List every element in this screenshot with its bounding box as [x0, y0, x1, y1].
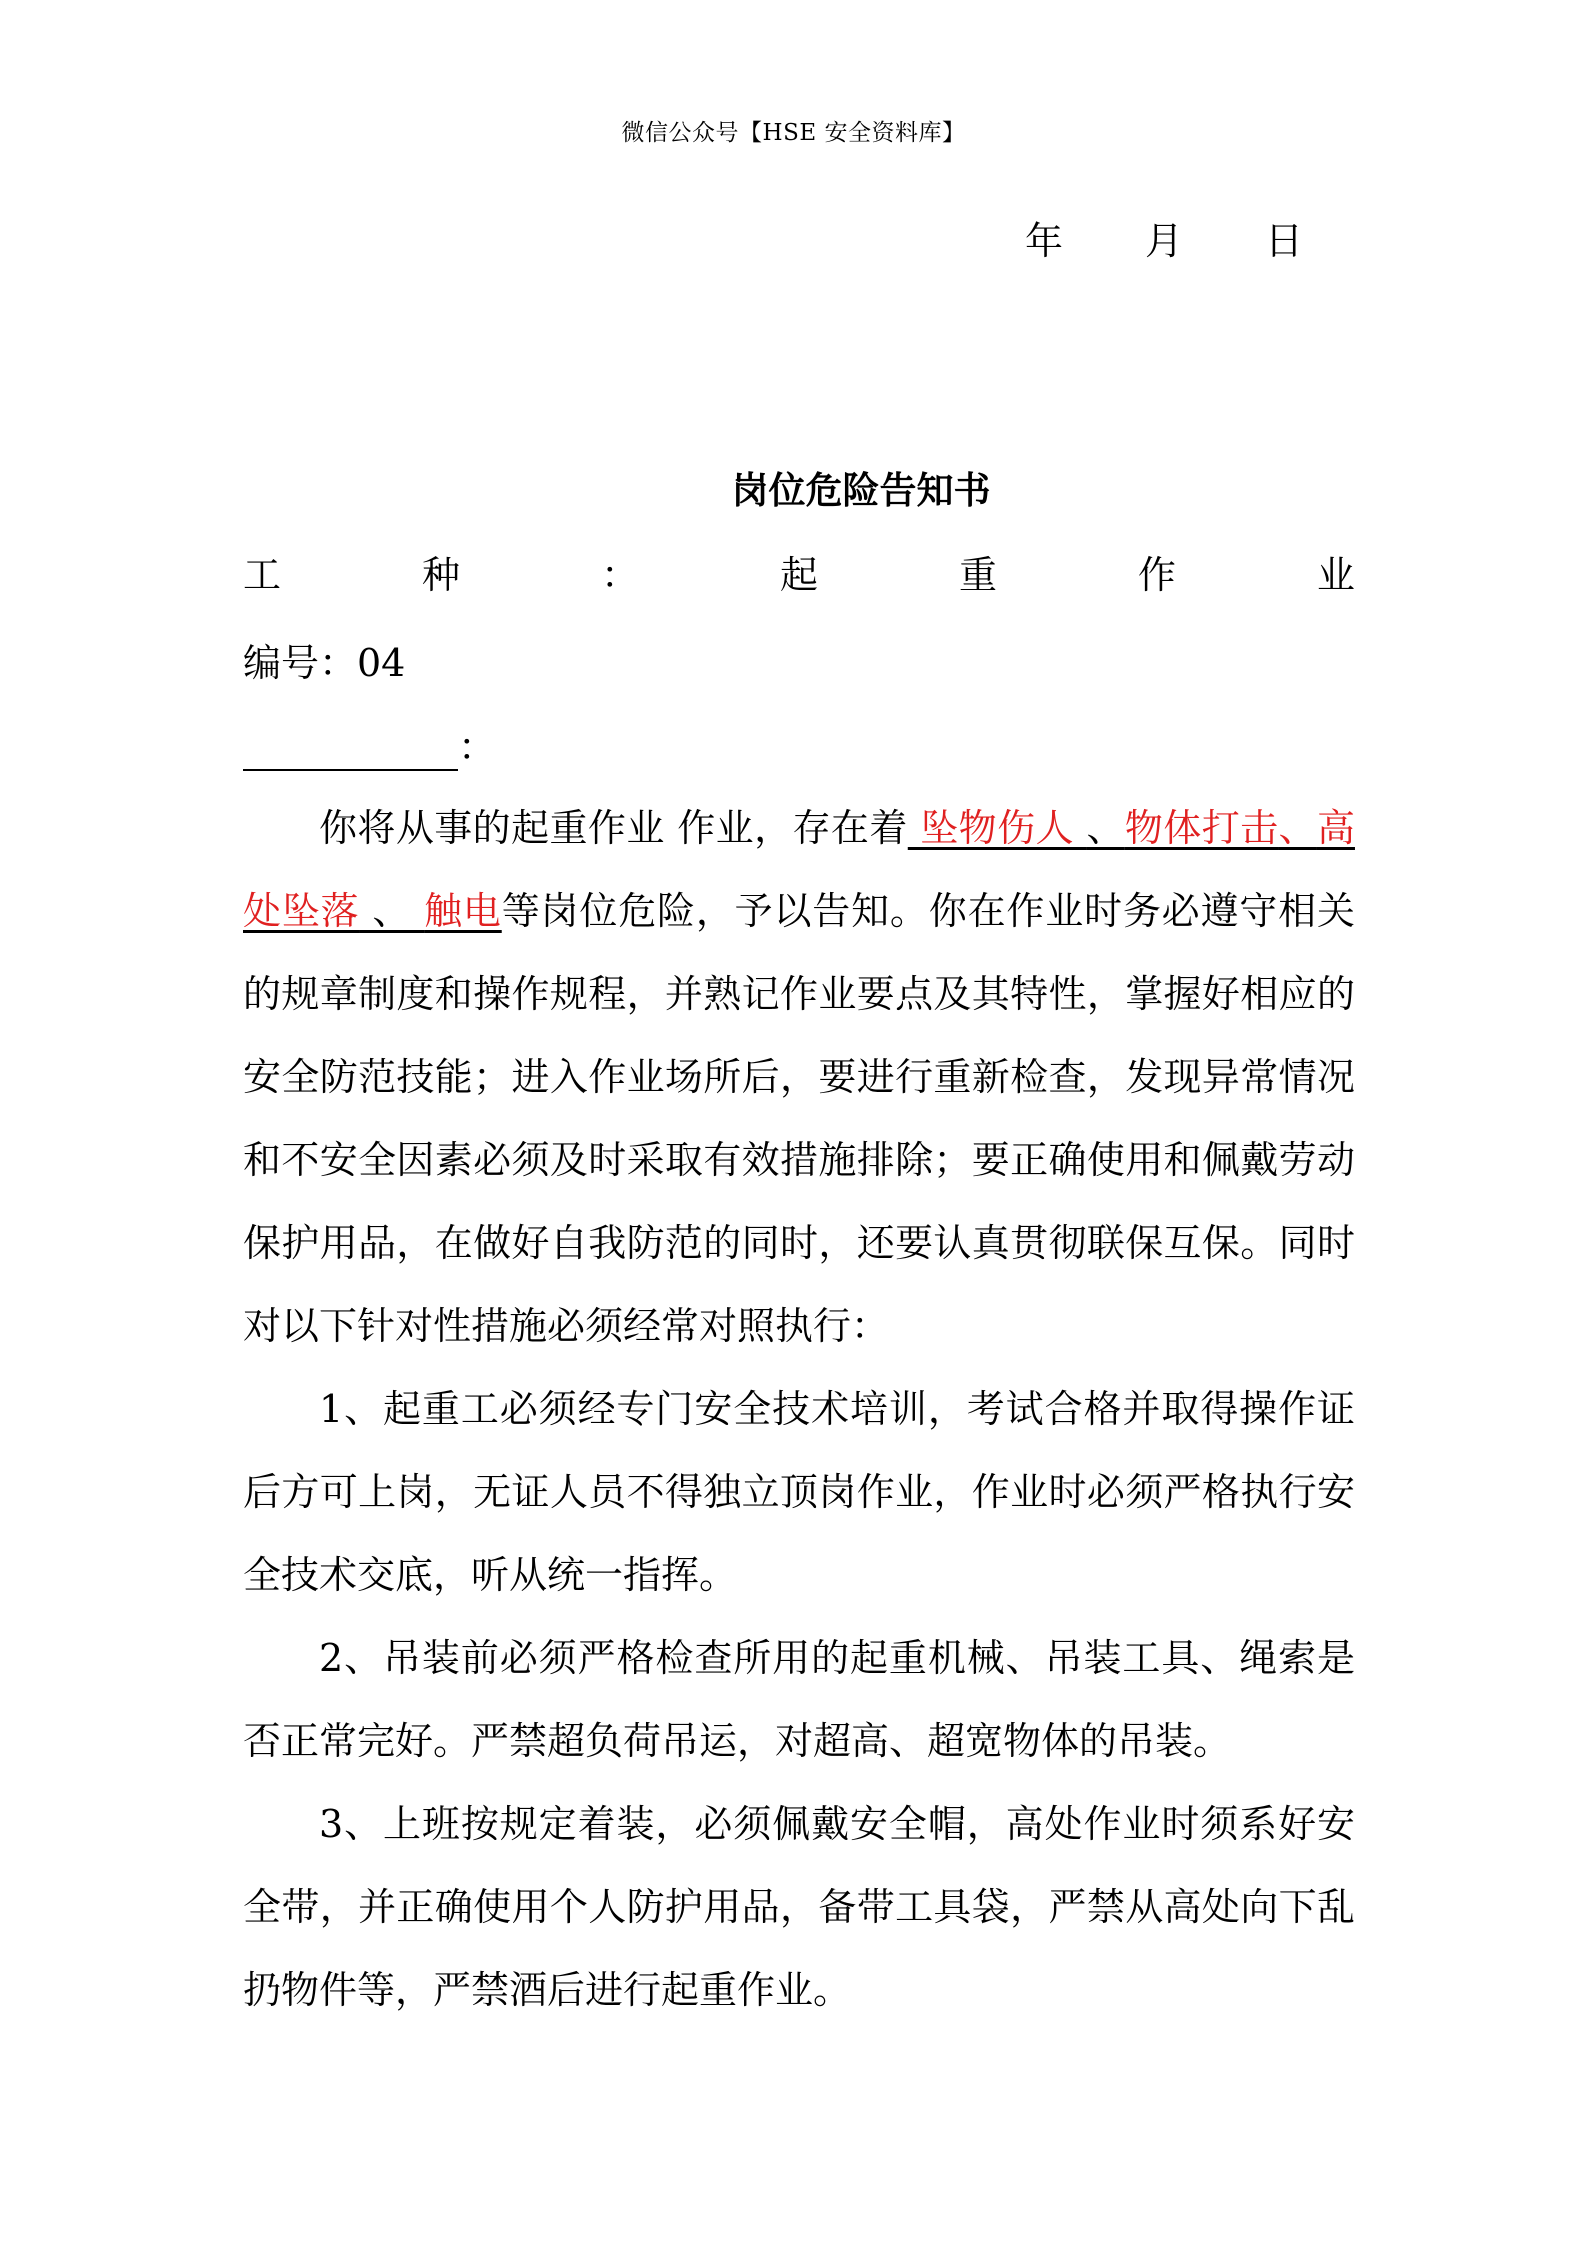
recipient-blank-colon: ：: [458, 725, 497, 769]
recipient-blank-line: [243, 733, 458, 771]
hazard-fall-from-height: 高处坠落: [243, 806, 1355, 933]
job-type-char: ：: [600, 553, 639, 597]
job-type-char: 业: [1316, 553, 1355, 597]
intro-paragraph: [243, 787, 1355, 1368]
hazard-separator: 、: [1278, 806, 1317, 850]
hazard-separator: 、: [1086, 806, 1125, 850]
job-type-row: [243, 544, 1355, 599]
date-year-label: 年: [1025, 219, 1064, 263]
measure-item: 3、上班按规定着装，必须佩戴安全帽，高处作业时须系好安全带，并正确使用个人防护用品，备带工具袋，严禁从高处向下乱扔物件等，严禁酒后进行起重作业。: [243, 1802, 1355, 2012]
hazard-electric-shock: 触电: [424, 889, 502, 933]
hazard-object-strike: 物体打击: [1124, 806, 1279, 850]
hazard-falling-objects: 坠物伤人: [907, 806, 1087, 850]
date-month-label: 月: [1145, 219, 1184, 263]
job-type-char: 工: [243, 553, 282, 597]
date-line: [1025, 210, 1303, 265]
job-type-char: 起: [779, 553, 818, 597]
document-title: 岗位危险告知书: [731, 468, 991, 512]
measure-item: 2、吊装前必须严格检查所用的起重机械、吊装工具、绳索是否正常完好。严禁超负荷吊运，对超高、超宽物体的吊装。: [243, 1636, 1355, 1763]
job-type-char: 作: [1137, 553, 1176, 597]
recipient-blank-row: [243, 716, 496, 771]
header-note: 微信公众号【HSE 安全资料库】: [621, 120, 966, 146]
job-type-char: 种: [421, 553, 460, 597]
hazard-separator: 、: [359, 889, 425, 933]
job-type-char: 重: [958, 553, 997, 597]
document-number: 编号：04: [243, 641, 406, 685]
date-day-label: 日: [1265, 219, 1304, 263]
measure-item: 1、起重工必须经专门安全技术培训，考试合格并取得操作证后方可上岗，无证人员不得独立顶岗作业，作业时必须严格执行安全技术交底，听从统一指挥。: [243, 1387, 1355, 1597]
body-text: [243, 787, 1355, 2032]
intro-part2: 等岗位危险，予以告知。你在作业时务必遵守相关的规章制度和操作规程，并熟记作业要点及其特性，掌握好相应的安全防范技能；进入作业场所后，要进行重新检查，发现异常情况和不安全因素必须及时采取有效措施排除；要正确使用和佩戴劳动保护用品，在做好自我防范的同时，还要认真贯彻联保互保。同时对以下针对性措施必须经常对照执行：: [243, 889, 1355, 1348]
intro-part1: 你将从事的起重作业 作业，存在着: [319, 806, 908, 850]
